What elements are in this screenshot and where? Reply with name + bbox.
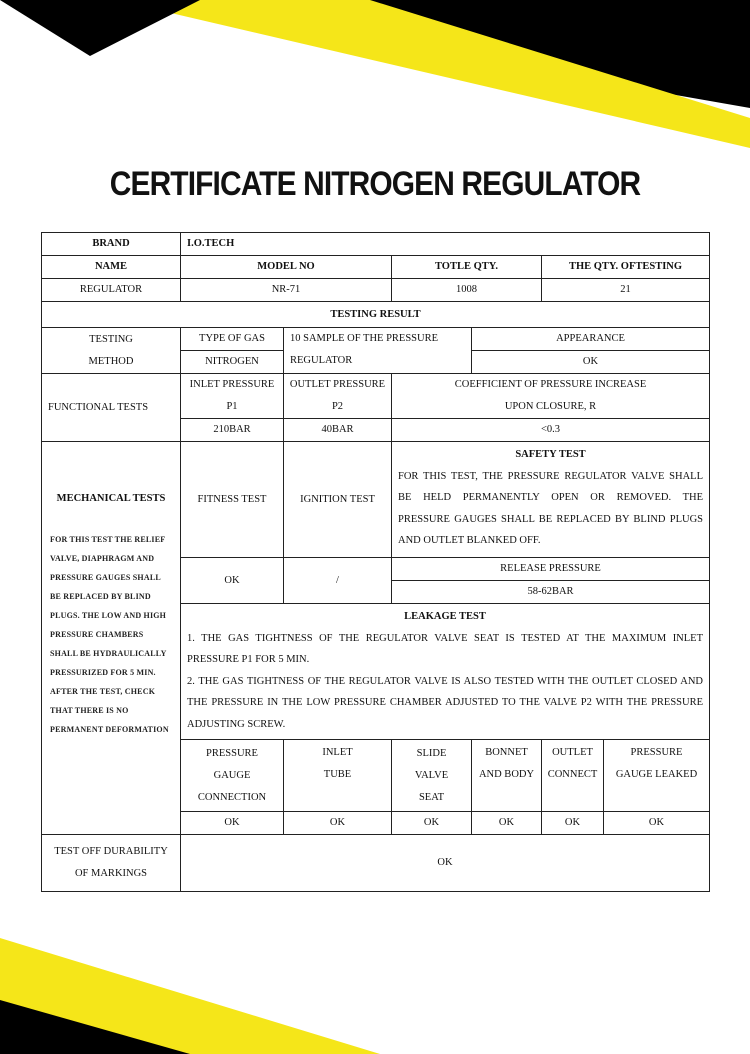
appearance-label: APPEARANCE — [472, 328, 710, 351]
outlet-pressure-line-1: OUTLET PRESSURE — [289, 379, 386, 390]
qty-label: TOTLE QTY. — [392, 256, 542, 279]
mechanical-tests-note: FOR THIS TEST THE RELIEF VALVE, DIAPHRAGM AND PRESSURE GAUGES SHALL BE REPLACED BY BLIND PLUGS. THE LOW AND HIGH PRESSURE CHAMBERS SHALL BE HYDRAULICALLY PRESSURIZED FOR 5 MIN. AFTER THE TEST, CHECK THAT THERE IS NO PERMANENT DEFORMATION — [50, 535, 169, 734]
testing-method-label — [42, 328, 181, 374]
leakage-column-pressure-gauge-leaked — [604, 740, 710, 812]
leakage-column-line: CONNECTION — [197, 791, 267, 803]
inlet-pressure-line-1: INLET PRESSURE — [189, 379, 275, 390]
leakage-column-bonnet-and-body — [472, 740, 542, 812]
testing-method-line-2: METHOD — [88, 355, 134, 367]
leakage-column-pressure-gauge-connection — [181, 740, 284, 812]
coefficient-label — [392, 374, 710, 419]
leakage-column-line: GAUGE LEAKED — [615, 769, 698, 780]
testing-result-heading: TESTING RESULT — [42, 302, 710, 328]
functional-tests-label: FUNCTIONAL TESTS — [42, 374, 181, 442]
release-pressure-value: 58-62BAR — [392, 581, 710, 604]
leakage-test-text-1: 1. THE GAS TIGHTNESS OF THE REGULATOR VALVE SEAT IS TESTED AT THE MAXIMUM INLET PRESSURE P1 FOR 5 MIN. — [187, 632, 704, 665]
safety-test-cell — [392, 442, 710, 558]
gas-type-value: NITROGEN — [181, 351, 284, 374]
durability-value: OK — [181, 835, 710, 892]
leakage-column-line: SEAT — [418, 791, 445, 803]
fitness-test-label: FITNESS TEST — [181, 442, 284, 558]
coefficient-line-1: COEFFICIENT OF PRESSURE INCREASE — [454, 379, 647, 390]
ignition-test-value: / — [284, 558, 392, 604]
qty-value: 1008 — [392, 279, 542, 302]
leakage-result: OK — [392, 812, 472, 835]
coefficient-value: <0.3 — [392, 419, 710, 442]
coefficient-line-2: UPON CLOSURE, R — [504, 401, 597, 412]
leakage-test-cell — [181, 604, 710, 740]
testing-qty-label: THE QTY. OFTESTING — [542, 256, 710, 279]
certificate-table — [41, 232, 710, 892]
leakage-column-slide-valve-seat — [392, 740, 472, 812]
durability-line-2: OF MARKINGS — [74, 868, 148, 879]
outlet-pressure-label — [284, 374, 392, 419]
inlet-pressure-label — [181, 374, 284, 419]
leakage-test-title: LEAKAGE TEST — [404, 611, 486, 622]
gas-type-label: TYPE OF GAS — [181, 328, 284, 351]
durability-line-1: TEST OFF DURABILITY — [54, 846, 168, 857]
sample-description — [284, 328, 472, 374]
mechanical-tests-title: MECHANICAL TESTS — [56, 493, 166, 504]
safety-test-text: FOR THIS TEST, THE PRESSURE REGULATOR VALVE SHALL BE HELD PERMANENTLY OPEN OR REMOVED. THE PRESSURE GAUGES SHALL BE REPLACED BY BLIND PLUGS AND OUTLET BLANKED OFF. — [398, 470, 704, 546]
name-label: NAME — [42, 256, 181, 279]
sample-line-2: REGULATOR — [290, 355, 353, 366]
mechanical-tests-cell — [42, 442, 181, 835]
leakage-column-line: SLIDE — [416, 747, 447, 759]
leakage-result: OK — [472, 812, 542, 835]
name-value: REGULATOR — [42, 279, 181, 302]
leakage-column-inlet-tube — [284, 740, 392, 812]
brand-label: BRAND — [42, 233, 181, 256]
leakage-column-outlet-connect — [542, 740, 604, 812]
testing-qty-value: 21 — [542, 279, 710, 302]
ignition-test-label: IGNITION TEST — [284, 442, 392, 558]
leakage-column-line: BONNET — [485, 747, 528, 758]
leakage-result: OK — [542, 812, 604, 835]
leakage-column-line: INLET — [322, 747, 353, 758]
leakage-column-line: PRESSURE — [206, 747, 258, 759]
fitness-test-value: OK — [181, 558, 284, 604]
leakage-result: OK — [284, 812, 392, 835]
safety-test-title: SAFETY TEST — [515, 449, 586, 460]
inlet-pressure-line-2: P1 — [226, 401, 238, 412]
model-label: MODEL NO — [181, 256, 392, 279]
leakage-column-line: AND BODY — [478, 769, 535, 780]
outlet-pressure-line-2: P2 — [331, 401, 344, 412]
leakage-column-line: CONNECT — [547, 769, 598, 780]
brand-value: I.O.TECH — [181, 233, 710, 256]
leakage-column-line: PRESSURE — [630, 747, 683, 758]
leakage-result: OK — [604, 812, 710, 835]
testing-method-line-1: TESTING — [89, 333, 133, 345]
leakage-column-line: VALVE — [414, 769, 449, 781]
leakage-result: OK — [181, 812, 284, 835]
leakage-column-line: OUTLET — [552, 747, 593, 758]
model-value: NR-71 — [181, 279, 392, 302]
leakage-column-line: TUBE — [323, 769, 352, 780]
inlet-pressure-value: 210BAR — [181, 419, 284, 442]
durability-label — [42, 835, 181, 892]
top-left-black-triangle — [0, 0, 200, 56]
outlet-pressure-value: 40BAR — [284, 419, 392, 442]
leakage-test-text-2: 2. THE GAS TIGHTNESS OF THE REGULATOR VALVE IS ALSO TESTED WITH THE OUTLET CLOSED AND THE PRESSURE IN THE LOW PRESSURE CHAMBER ADJUSTED TO THE VALVE P2 WITH THE PRESSURE ADJUSTING SCREW. — [187, 675, 704, 730]
page-title: CERTIFICATE NITROGEN REGULATOR — [109, 165, 641, 203]
appearance-value: OK — [472, 351, 710, 374]
sample-line-1: 10 SAMPLE OF THE PRESSURE — [290, 333, 439, 344]
leakage-column-line: GAUGE — [213, 769, 251, 781]
release-pressure-label: RELEASE PRESSURE — [392, 558, 710, 581]
